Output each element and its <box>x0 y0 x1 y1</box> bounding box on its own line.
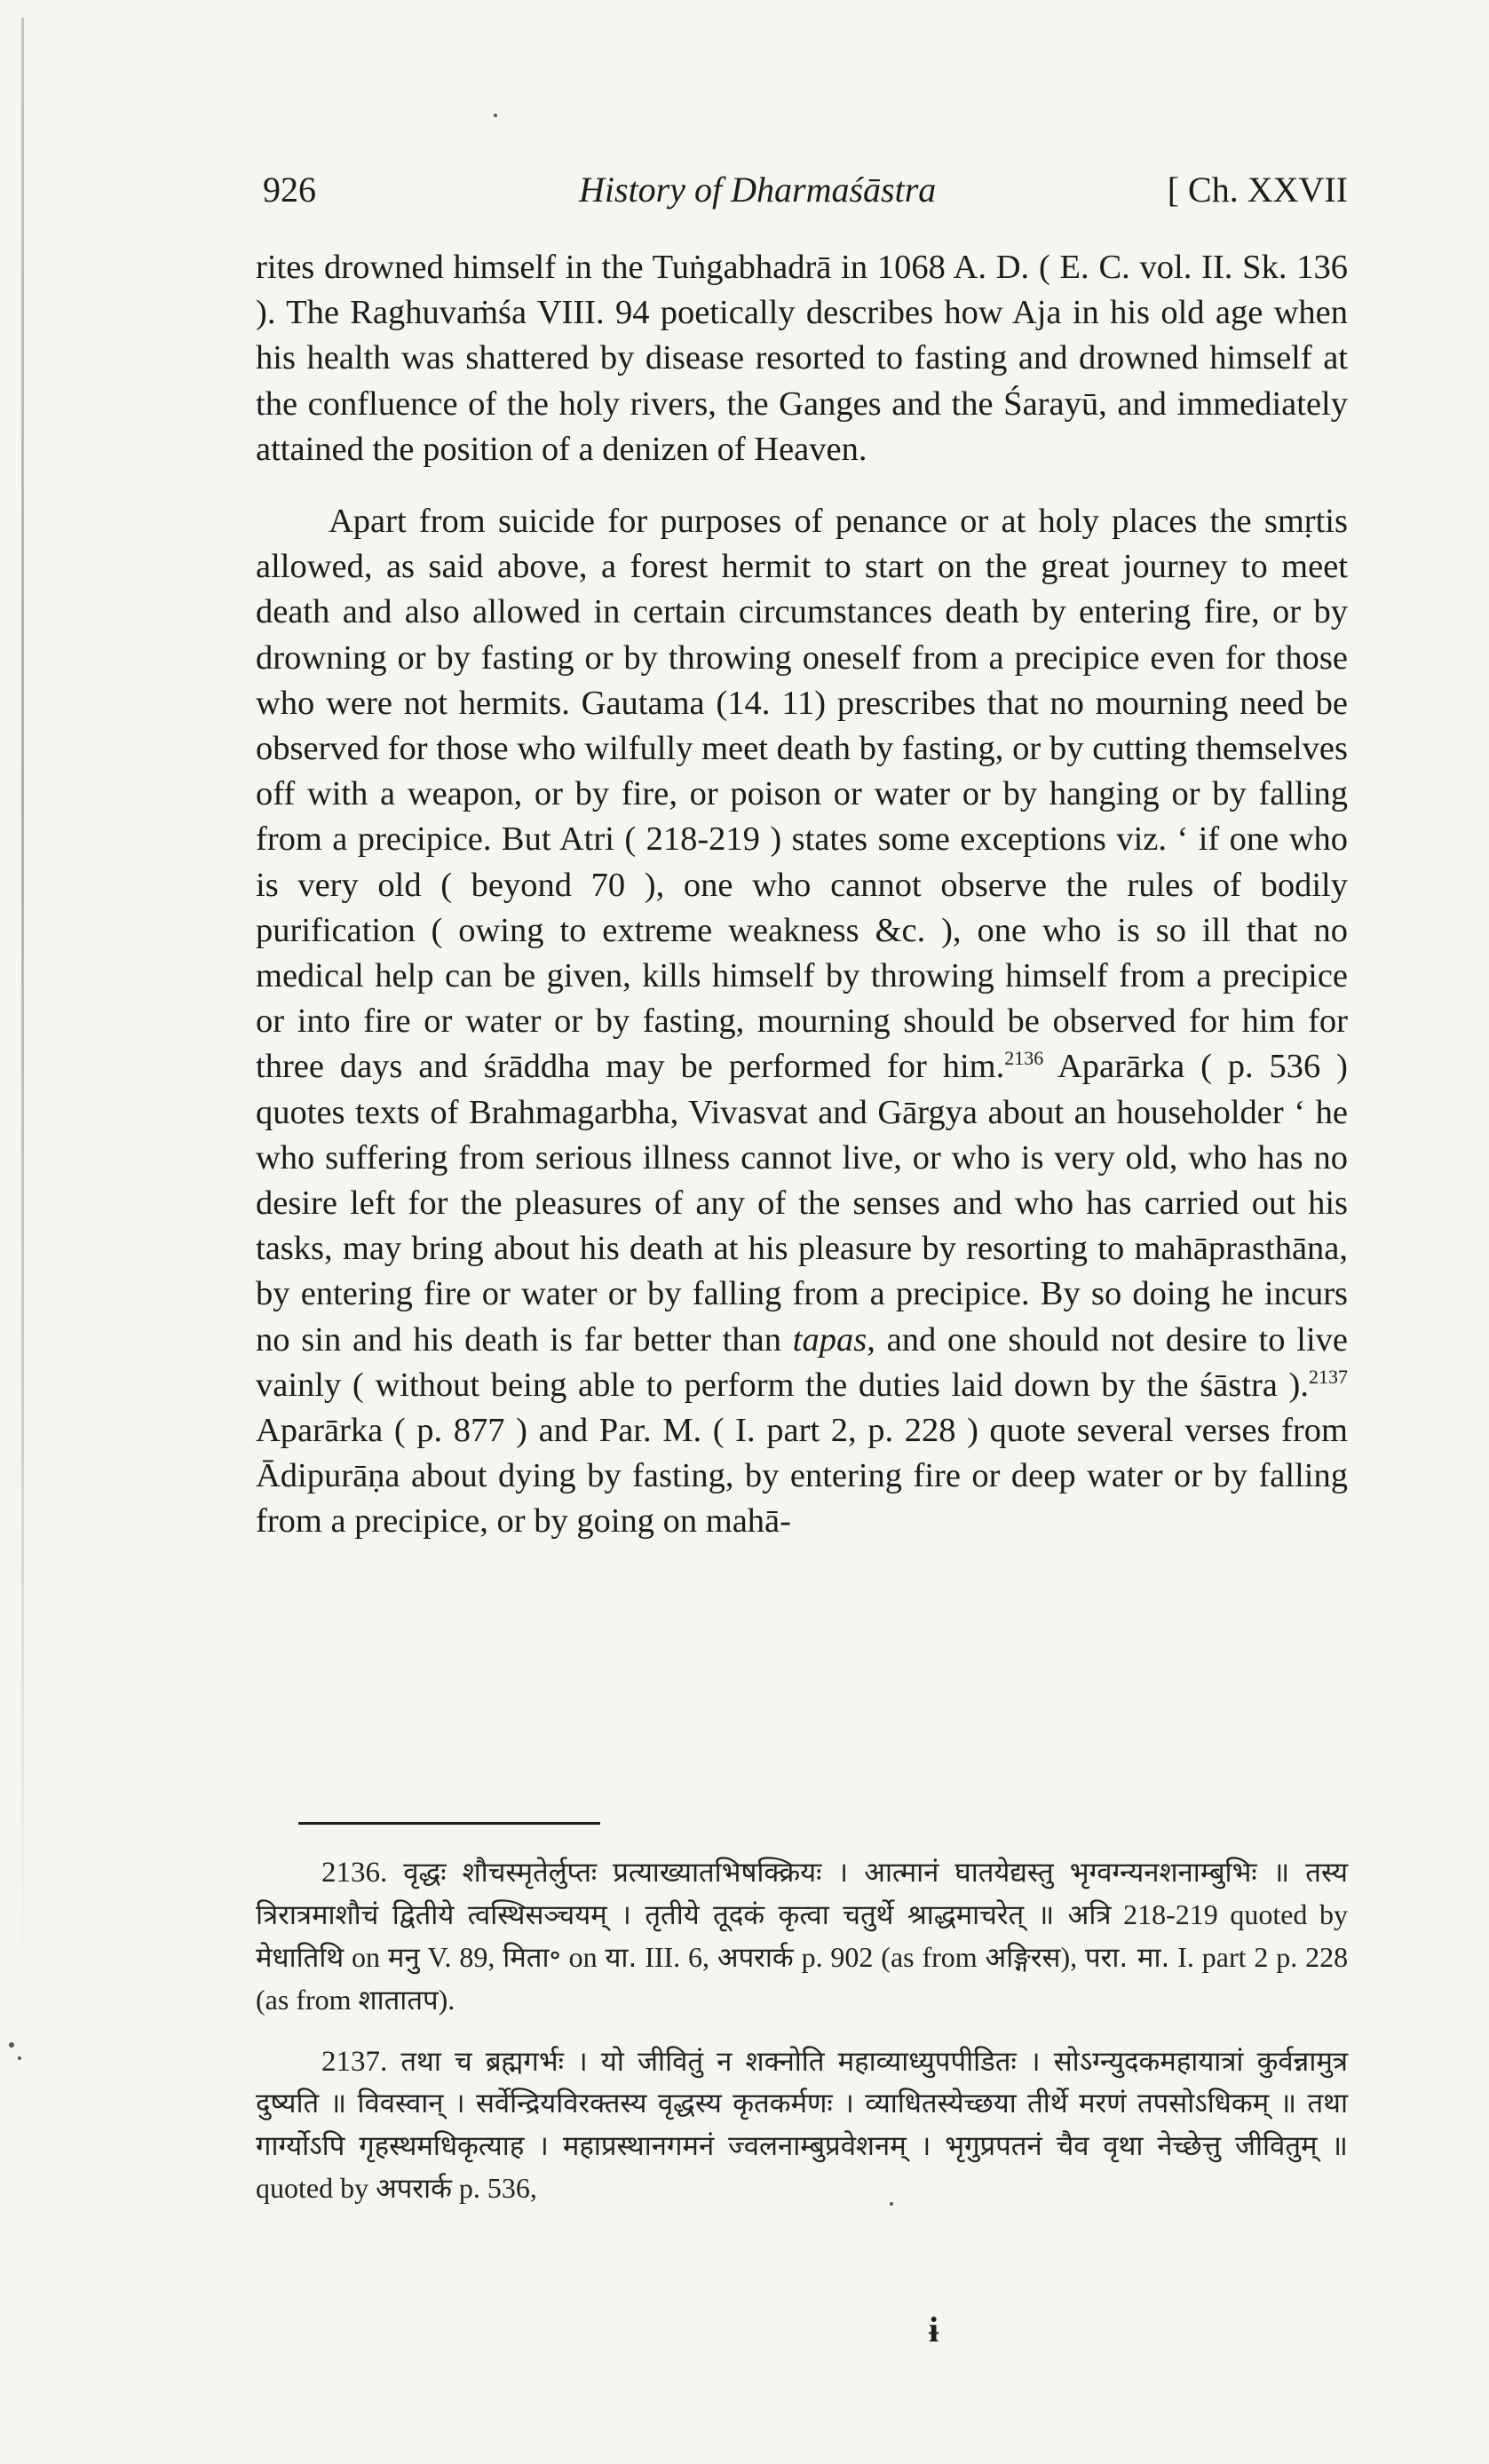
sanskrit-text: अपरार्क <box>376 2173 452 2205</box>
sanskrit-text: शातातप <box>358 1985 439 2016</box>
citation-text: quoted by <box>256 2172 376 2204</box>
footnote-ref-2136[interactable]: 2136 <box>1004 1047 1044 1070</box>
paragraph-text: Apart from suicide for purposes of penance or at holy places the smṛtis allowed, as said above, a forest hermit to start on the great journey to meet death and also allowed in certain circumstances death by entering fire, or by drowning or by fasting or by throwing oneself from a precipice even for those who were not hermits. Gautama (14. 11) prescribes that no mourning need be observed for those who wilfully meet death by fasting, or by cutting themselves off with a weapon, or by fire, or poison or water or by hanging or by falling from a precipice. But Atri ( 218-219 ) states some exceptions viz. ‘ if one who is very old ( beyond 70 ), one who cannot observe the rules of bodily purification ( owing to extreme weakness &c. ), one who is so ill that no medical help can be given, kills himself by throwing himself from a precipice or into fire or water or by fasting, mourning should be observed for him for three days and śrāddha may be performed for him. <box>256 503 1348 1086</box>
main-text <box>256 245 1348 1545</box>
paragraph-text: , and one should not desire to live vainly ( without being able to perform the duties laid down by the śāstra ). <box>256 1320 1349 1404</box>
sanskrit-text: तथा च ब्रह्मगर्भः । यो जीवितुं न शक्नोति महाव्याध्युपपीडितः । सोऽग्न्युदकमहायात्रां कुर्वन्नामुत्र दुष्यति ॥ विवस्वान् । सर्वेन्द्रियविरक्तस्य वृद्धस्य कृतकर्मणः । व्याधितस्येच्छया तीर्थे मरणं तपसोऽधिकम् ॥ तथा गार्ग्योऽपि गृहस्थमधिकृत्याह । महाप्रस्थानगमनं ज्वलनाम्बुप्रवेशनम् । भृगुप्रपतनं चैव वृथा नेच्छेत्तु जीवितुम् ॥ <box>256 2046 1348 2162</box>
sanskrit-text: परा. मा. <box>1085 1942 1170 1974</box>
chapter-label: [ Ch. XXVII <box>1167 170 1348 210</box>
citation-text: 218-219 quoted by <box>1111 1898 1348 1930</box>
paragraph-continuation: rites drowned himself in the Tuṅgabhadrā in 1068 A. D. ( E. C. vol. II. Sk. 136 ). The Raghuvaṁśa VIII. 94 poetically describes how Aja in his old age when his health was shattered by disease resorted to fasting and drowned himself at the confluence of the holy rivers, the Ganges and the Śarayū, and immediately attained the position of a denizen of Heaven. <box>256 249 1348 468</box>
footnote-divider <box>298 1822 600 1825</box>
footnote-ref-2137[interactable]: 2137 <box>1309 1366 1348 1389</box>
scan-speck <box>9 2042 14 2048</box>
citation-text: p. 536, <box>451 2172 537 2204</box>
paragraph-suicide-exceptions <box>256 499 1348 1545</box>
footnote-number: 2136. <box>321 1857 388 1889</box>
citation-text: III. 6, <box>637 1941 717 1973</box>
citation-text: ). <box>438 1984 455 2016</box>
citation-text: on <box>560 1941 606 1973</box>
sanskrit-text: मनु <box>387 1942 420 1974</box>
bottom-mark: ɨ <box>929 2310 939 2349</box>
paragraph-text: Aparārka ( p. 877 ) and Par. M. ( I. part 2, p. 228 ) quote several verses from Ādipurāṇa about dying by fasting, by entering fire or deep water or by falling from a precipice, or by going on mahā- <box>256 1412 1348 1541</box>
page-header <box>256 169 1348 222</box>
footnotes <box>256 1852 1348 2210</box>
sanskrit-text: वृद्धः शौचस्मृतेर्लुप्तः प्रत्याख्यातभिषक्क्रियः । आत्मानं घातयेद्यस्तु भृग्वग्न्यनशनाम्बुभिः ॥ तस्य त्रिरात्रमाशौचं द्वितीये त्वस्थिसञ्चयम् । तृतीये तूदकं कृत्वा चतुर्थे श्राद्धमाचरेत् ॥ अत्रि <box>256 1857 1348 1931</box>
margin-binding-line <box>21 18 24 1971</box>
sanskrit-text: अपरार्क <box>717 1942 794 1974</box>
footnote-number: 2137. <box>321 2046 388 2078</box>
sanskrit-text: या. <box>605 1942 638 1974</box>
citation-text: I. part 2 p. 228 (as from <box>256 1941 1349 2016</box>
scan-speck <box>890 2202 893 2206</box>
citation-text: on <box>344 1941 388 1973</box>
running-title: History of Dharmaśāstra <box>579 170 937 210</box>
citation-text: p. 902 (as from <box>793 1941 986 1973</box>
footnote-2137 <box>256 2041 1348 2210</box>
citation-text: ), <box>1060 1941 1086 1973</box>
italic-term: tapas <box>792 1320 867 1359</box>
sanskrit-text: मिता॰ <box>503 1942 561 1974</box>
paragraph-text: Aparārka ( p. 536 ) quotes texts of Brahmagarbha, Vivasvat and Gārgya about an householder ‘ he who suffering from serious illness cannot live, or who is very old, who has no desire left for the pleasures of any of the senses and who has carried out his tasks, may bring about his death at his pleasure by resorting to mahāprasthāna, by entering fire or water or by falling from a precipice. By so doing he incurs no sin and his death is far better than <box>256 1048 1349 1359</box>
citation-text: V. 89, <box>419 1941 503 1973</box>
sanskrit-text: अङ्गिरस <box>985 1942 1061 1974</box>
sanskrit-text: मेधातिथि <box>256 1942 345 1974</box>
page-number: 926 <box>263 170 316 210</box>
scan-speck <box>18 2056 21 2060</box>
footnote-2136 <box>256 1852 1348 2022</box>
scan-speck <box>494 114 497 117</box>
